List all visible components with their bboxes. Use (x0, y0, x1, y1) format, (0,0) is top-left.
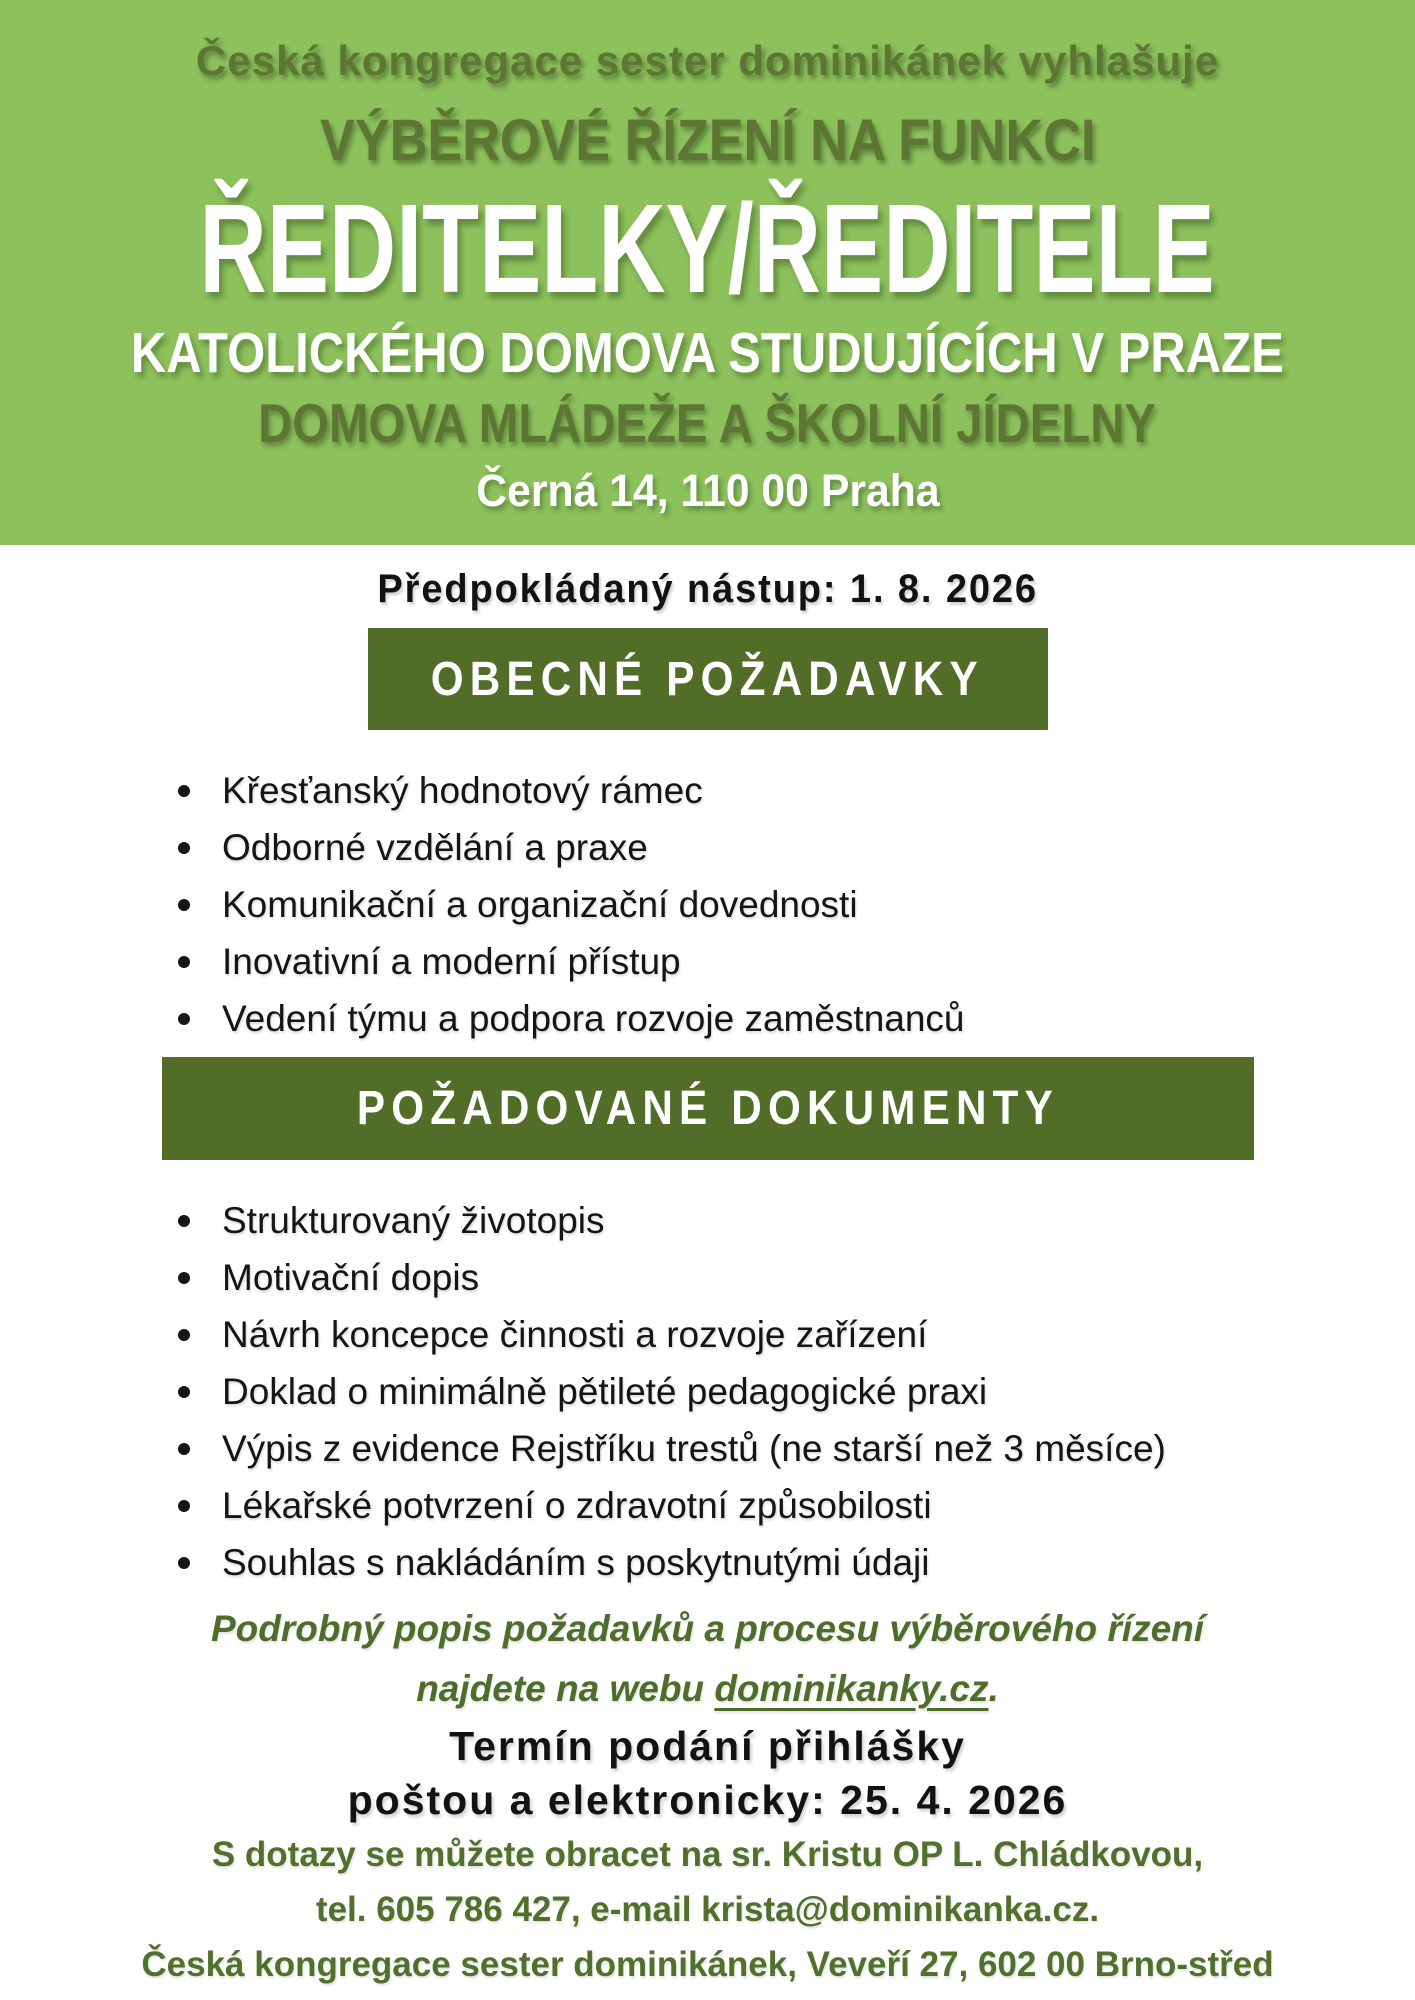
general-requirements-heading: OBECNÉ POŽADAVKY (430, 652, 985, 706)
list-item: Motivační dopis (222, 1257, 1415, 1299)
address-line (0, 464, 1415, 518)
contact-phone-email-line: tel. 605 786 427, e-mail krista@dominikanka.cz. (315, 1890, 1100, 1929)
required-documents-banner (162, 1057, 1254, 1160)
subtitle-dormitory-text: DOMOVA MLÁDEŽE A ŠKOLNÍ JÍDELNY (258, 391, 1157, 454)
detail-note-line2 (0, 1659, 1415, 1719)
list-item: Vedení týmu a podpora rozvoje zaměstnanců (222, 998, 1415, 1040)
detail-note-line2-suffix: . (988, 1668, 999, 1709)
subtitle-dormitory (0, 393, 1415, 455)
subtitle-prague-text: KATOLICKÉHO DOMOVA STUDUJÍCÍCH V PRAZE (131, 321, 1284, 386)
detail-note-line1: Podrobný popis požadavků a procesu výběrového řízení (210, 1608, 1205, 1649)
list-item: Křesťanský hodnotový rámec (222, 770, 1415, 812)
list-item: Komunikační a organizační dovednosti (222, 884, 1415, 926)
required-documents-heading: POŽADOVANÉ DOKUMENTY (356, 1082, 1059, 1135)
contact-block (0, 1827, 1415, 1992)
list-item: Výpis z evidence Rejstříku trestů (ne starší než 3 měsíce) (222, 1428, 1415, 1470)
start-date-line (0, 565, 1415, 613)
detail-note (0, 1599, 1415, 1719)
congregation-kicker (0, 36, 1415, 86)
list-item: Inovativní a moderní přístup (222, 941, 1415, 983)
list-item: Návrh koncepce činnosti a rozvoje zařízení (222, 1314, 1415, 1356)
competition-line (0, 108, 1415, 175)
list-item: Doklad o minimálně pětileté pedagogické praxi (222, 1371, 1415, 1413)
contact-address-line: Česká kongregace sester dominikánek, Veveří 27, 602 00 Brno-střed (141, 1945, 1274, 1984)
deadline-title: Termín podání přihlášky (449, 1723, 966, 1769)
list-item: Souhlas s nakládáním s poskytnutými údaji (222, 1542, 1415, 1584)
page-title-text: ŘEDITELKY/ŘEDITELE (199, 178, 1216, 320)
deadline-block (0, 1719, 1415, 1827)
required-documents-list (222, 1200, 1415, 1584)
general-requirements-banner (368, 628, 1048, 730)
detail-note-line2-prefix: najdete na webu (416, 1668, 715, 1709)
list-item: Lékařské potvrzení o zdravotní způsobilosti (222, 1485, 1415, 1527)
subtitle-prague (0, 321, 1415, 387)
dominikanky-link[interactable]: dominikanky.cz (714, 1668, 989, 1709)
address-line-text: Černá 14, 110 00 Praha (475, 465, 940, 517)
header-section (0, 0, 1415, 545)
congregation-kicker-text: Česká kongregace sester dominikánek vyhlašuje (195, 37, 1220, 84)
start-date-text: Předpokládaný nástup: 1. 8. 2026 (377, 567, 1038, 611)
contact-person-line: S dotazy se můžete obracet na sr. Kristu OP L. Chládkovou, (211, 1835, 1204, 1874)
list-item: Odborné vzdělání a praxe (222, 827, 1415, 869)
page-title (0, 178, 1415, 320)
deadline-date: poštou a elektronicky: 25. 4. 2026 (347, 1777, 1068, 1823)
competition-line-text: VÝBĚROVÉ ŘÍZENÍ NA FUNKCI (319, 108, 1096, 174)
list-item: Strukturovaný životopis (222, 1200, 1415, 1242)
general-requirements-list (222, 770, 1415, 1040)
